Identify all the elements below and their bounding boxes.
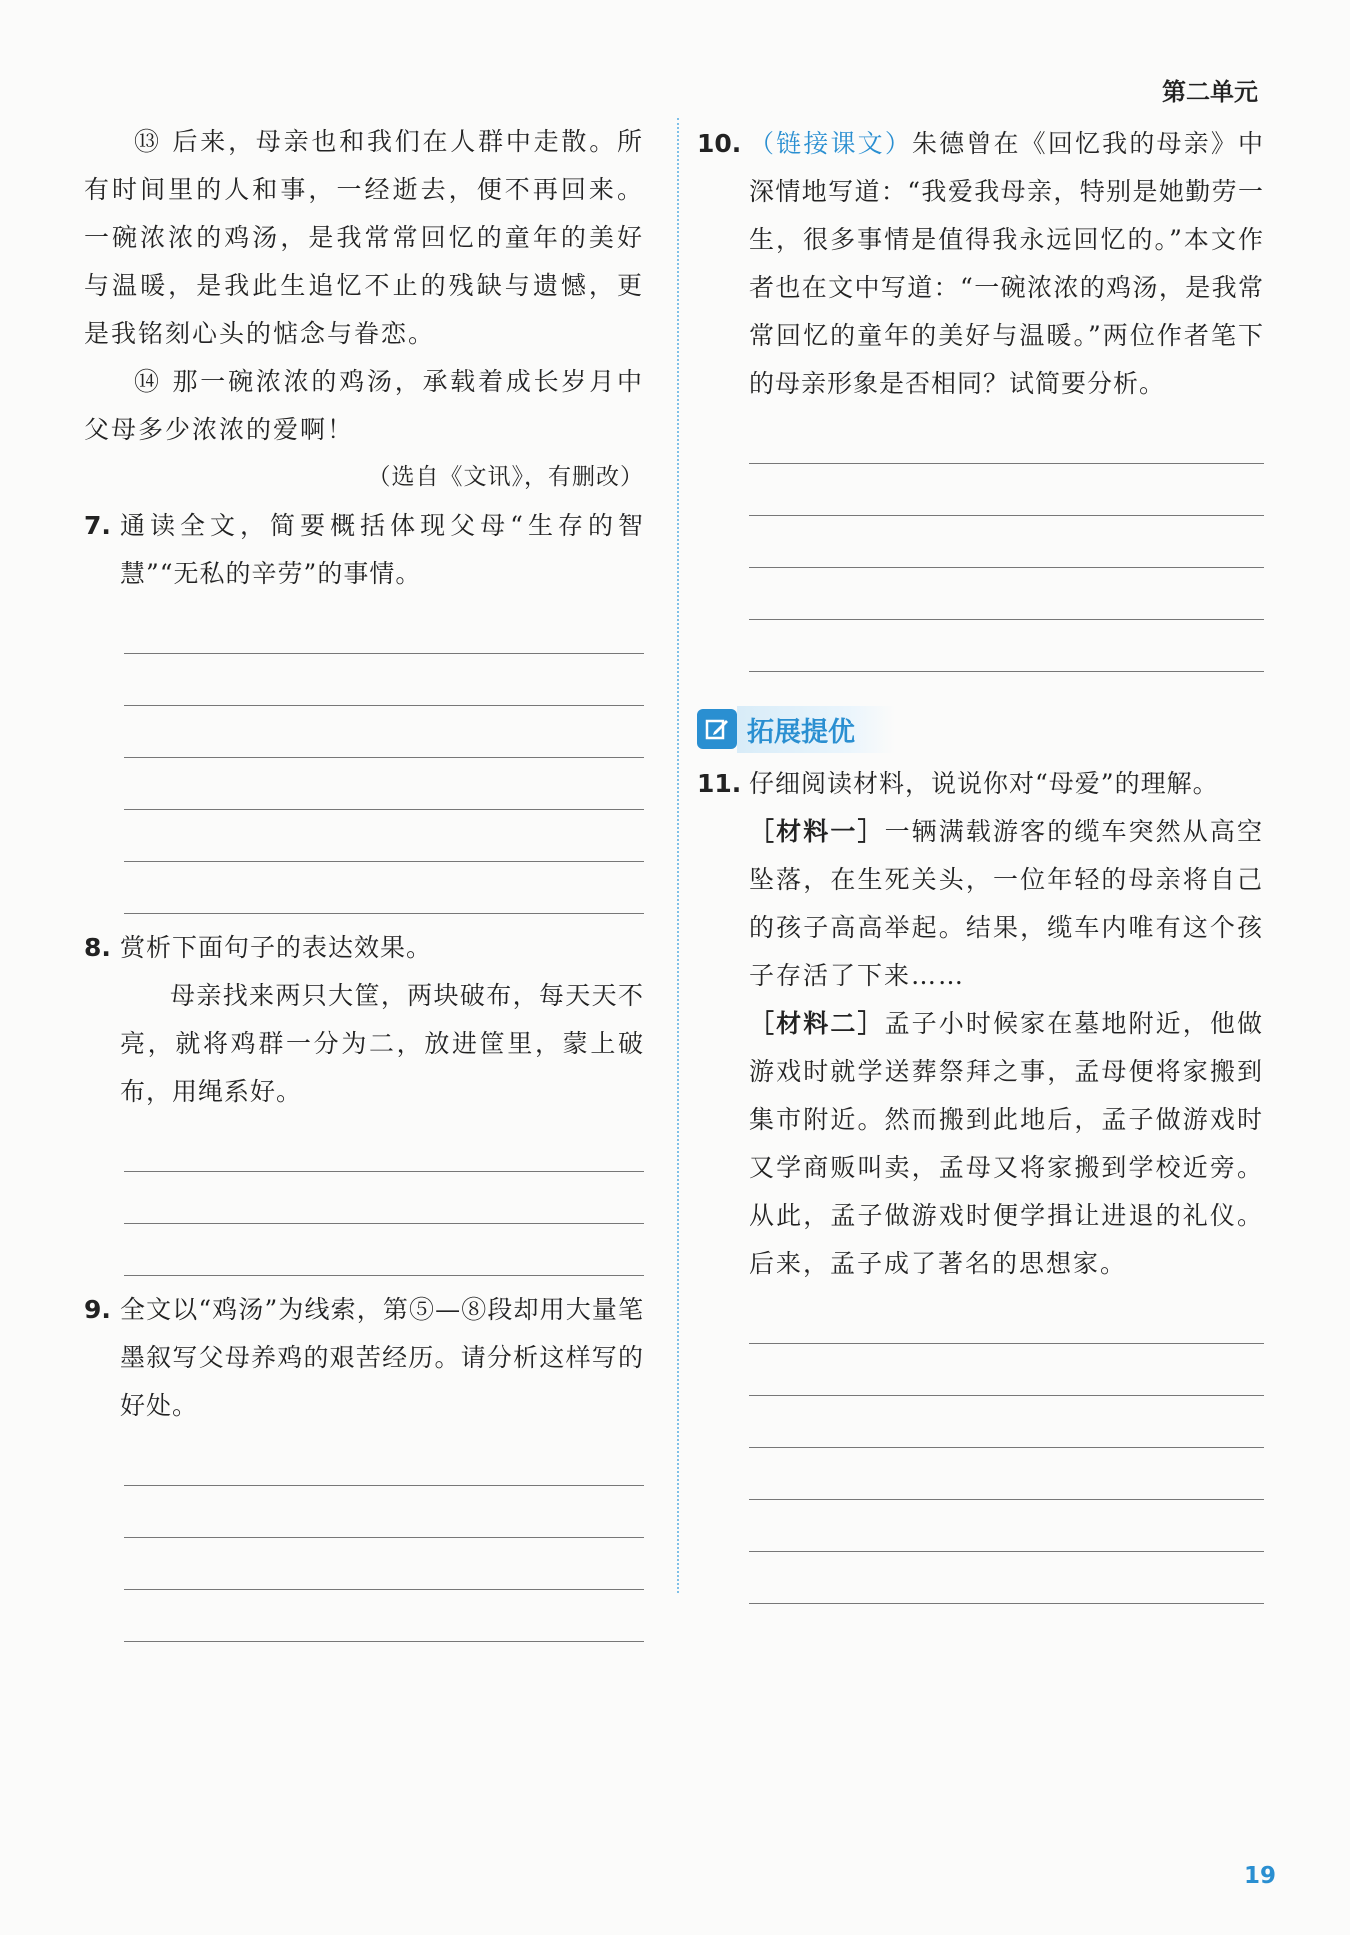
question-text: 仔细阅读材料，说说你对“母爱”的理解。 — [749, 769, 1219, 798]
answer-line[interactable] — [749, 1396, 1264, 1448]
material-tag: ［材料二］ — [749, 1009, 885, 1038]
answer-line[interactable] — [749, 464, 1264, 516]
answer-line[interactable] — [124, 1538, 644, 1590]
answer-line[interactable] — [749, 1448, 1264, 1500]
quoted-sentence: 母亲找来两只大筐，两块破布，每天天不亮，就将鸡群一分为二，放进筐里，蒙上破布，用绳系好。 — [120, 981, 644, 1106]
question-7 — [84, 502, 644, 598]
page-number: 19 — [1243, 1863, 1276, 1889]
material-text: 孟子小时候家在墓地附近，他做游戏时就学送葬祭拜之事，孟母便将家搬到集市附近。然而搬到此地后，孟子做游戏时又学商贩叫卖，孟母又将家搬到学校近旁。从此，孟子做游戏时便学揖让进退的礼仪。后来，孟子成了著名的思想家。 — [749, 1009, 1264, 1278]
answer-line[interactable] — [124, 1486, 644, 1538]
answer-lines-8[interactable] — [84, 1120, 644, 1276]
answer-line[interactable] — [124, 1434, 644, 1486]
material-tag: ［材料一］ — [749, 817, 885, 846]
answer-line[interactable] — [749, 1552, 1264, 1604]
question-number: 7. — [84, 511, 111, 540]
answer-line[interactable] — [749, 1500, 1264, 1552]
section-title: 拓展提优 — [737, 706, 895, 753]
question-10 — [697, 120, 1264, 408]
answer-line[interactable] — [124, 1590, 644, 1642]
material-1 — [697, 808, 1264, 1000]
answer-line[interactable] — [124, 602, 644, 654]
answer-line[interactable] — [124, 1224, 644, 1276]
right-column — [697, 118, 1264, 1604]
question-number: 9. — [84, 1295, 111, 1324]
answer-line[interactable] — [124, 810, 644, 862]
question-text: 全文以“鸡汤”为线索，第⑤—⑧段却用大量笔墨叙写父母养鸡的艰苦经历。请分析这样写的好处。 — [120, 1295, 644, 1420]
answer-line[interactable] — [124, 758, 644, 810]
answer-line[interactable] — [749, 1344, 1264, 1396]
material-2 — [697, 1000, 1264, 1288]
column-divider — [677, 118, 679, 1593]
left-column — [84, 118, 644, 1642]
question-9 — [84, 1286, 644, 1430]
answer-line[interactable] — [749, 516, 1264, 568]
question-text: 朱德曾在《回忆我的母亲》中深情地写道：“我爱我母亲，特别是她勤劳一生，很多事情是值得我永远回忆的。”本文作者也在文中写道：“一碗浓浓的鸡汤，是我常常回忆的童年的美好与温暖。”两位作者笔下的母亲形象是否相同？试简要分析。 — [749, 129, 1264, 398]
answer-lines-9[interactable] — [84, 1434, 644, 1642]
section-header — [697, 706, 1264, 752]
question-number: 10. — [697, 129, 742, 158]
question-number: 11. — [697, 769, 742, 798]
answer-line[interactable] — [749, 412, 1264, 464]
answer-line[interactable] — [749, 1292, 1264, 1344]
answer-lines-10[interactable] — [697, 412, 1264, 672]
paragraph-13: ⑬ 后来，母亲也和我们在人群中走散。所有时间里的人和事，一经逝去，便不再回来。一碗浓浓的鸡汤，是我常常回忆的童年的美好与温暖，是我此生追忆不止的残缺与遗憾，更是我铭刻心头的惦念与眷恋。 — [84, 127, 644, 348]
answer-line[interactable] — [124, 862, 644, 914]
answer-line[interactable] — [749, 620, 1264, 672]
answer-lines-7[interactable] — [84, 602, 644, 914]
question-11 — [697, 760, 1264, 808]
question-text: 通读全文，简要概括体现父母“生存的智慧”“无私的辛劳”的事情。 — [120, 511, 644, 588]
edit-icon — [697, 709, 737, 749]
paragraph-14: ⑭ 那一碗浓浓的鸡汤，承载着成长岁月中父母多少浓浓的爱啊！ — [84, 367, 644, 444]
answer-line[interactable] — [124, 706, 644, 758]
answer-line[interactable] — [749, 568, 1264, 620]
source-note: （选自《文讯》，有删改） — [367, 464, 644, 490]
answer-line[interactable] — [124, 1120, 644, 1172]
unit-label: 第二单元 — [1162, 78, 1258, 106]
material-text: 一辆满载游客的缆车突然从高空坠落，在生死关头，一位年轻的母亲将自己的孩子高高举起。结果，缆车内唯有这个孩子存活了下来…… — [749, 817, 1264, 990]
link-text-tag: （链接课文） — [749, 129, 912, 158]
question-number: 8. — [84, 933, 111, 962]
answer-line[interactable] — [124, 654, 644, 706]
answer-line[interactable] — [124, 1172, 644, 1224]
answer-lines-11[interactable] — [697, 1292, 1264, 1604]
question-8 — [84, 924, 644, 972]
question-text: 赏析下面句子的表达效果。 — [120, 933, 433, 962]
